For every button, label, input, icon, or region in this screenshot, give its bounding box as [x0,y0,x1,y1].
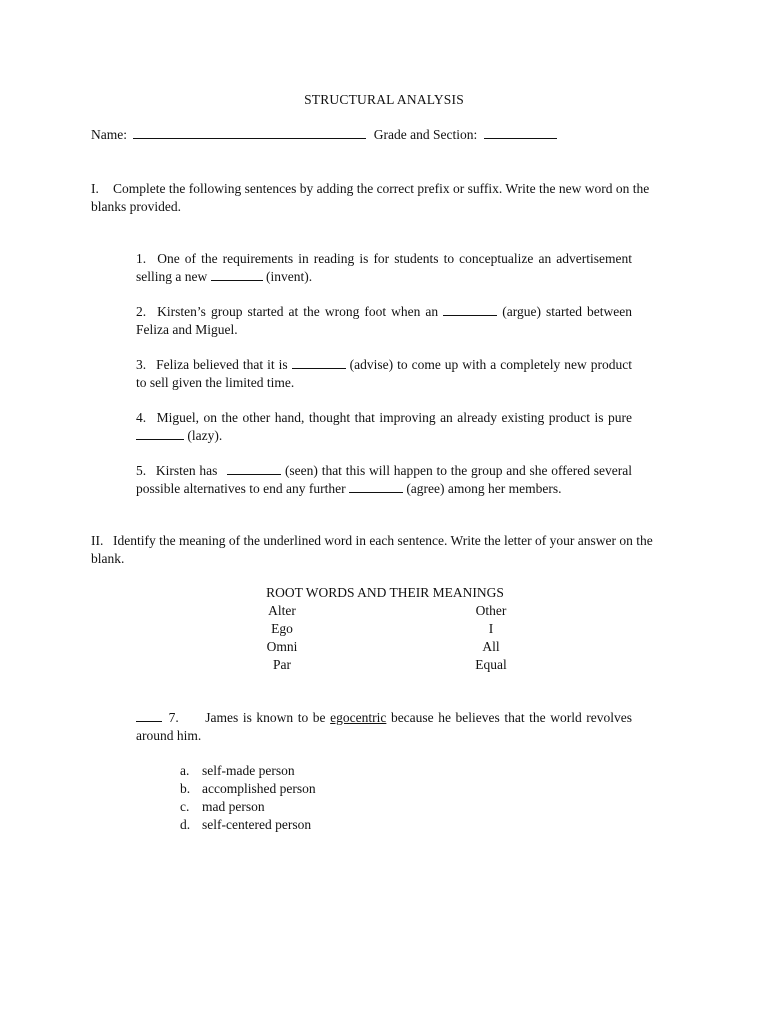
root-meaning: Equal [475,657,507,672]
root-words-table-title: ROOT WORDS AND THEIR MEANINGS [266,585,504,600]
option-letter: b. [180,781,191,796]
section-2-text: Identify the meaning of the underlined word in each sentence. Write the letter of your answer on the blank. [91,533,653,566]
option-d[interactable] [180,816,316,834]
page-title: STRUCTURAL ANALYSIS [304,92,464,107]
item-text: Miguel, on the other hand, thought that improving an already existing product is pure [156,410,633,425]
root-row [0,639,768,657]
root-meaning: Other [475,603,507,618]
option-text: self-made person [202,763,295,778]
answer-blank[interactable] [443,303,497,316]
grade-section-blank[interactable] [484,126,557,139]
root-meaning: I [488,621,494,636]
section-2-numeral: II. [91,533,104,548]
item-hint: (invent). [265,269,313,284]
name-blank[interactable] [133,126,366,139]
item-hint-2: (agree) [406,481,445,496]
answer-blank[interactable] [136,709,162,722]
question-item-2 [136,303,632,339]
question-item-5 [136,462,632,498]
root-row [0,657,768,675]
item-text-continued: started between Feliza and Miguel. [136,304,633,337]
option-letter: d. [180,817,191,832]
answer-options [180,762,316,834]
item-number: 7. [168,710,179,725]
question-item-4 [136,409,632,445]
item-hint: (advise) [349,357,394,372]
item-text-continued: to come up with a completely new product to sell given the limited time. [136,357,633,390]
answer-blank[interactable] [211,268,263,281]
item-text: Kirsten’s group started at the wrong foot when an [157,304,439,319]
item-hint: (argue) [502,304,541,319]
section-2-instruction [91,532,679,568]
item-text-continued: because he believes that the world revolves around him. [136,710,633,743]
option-text: accomplished person [202,781,316,796]
item-text: James is known to be [205,710,326,725]
item-hint: (seen) [284,463,318,478]
item-number: 1. [136,251,147,266]
answer-blank[interactable] [292,356,346,369]
option-letter: c. [180,799,190,814]
root-meaning: All [482,639,500,654]
underlined-word: egocentric [330,710,387,725]
section-1-numeral: I. [91,181,99,196]
root-word: Alter [268,603,296,618]
option-a[interactable] [180,762,316,780]
header-fields [91,126,557,143]
root-word: Par [273,657,291,672]
answer-blank[interactable] [136,427,184,440]
root-row [0,603,768,621]
item-hint: (lazy). [187,428,223,443]
answer-blank[interactable] [227,462,281,475]
question-item-3 [136,356,632,392]
name-label: Name: [91,127,127,142]
root-word: Omni [266,639,298,654]
item-text: Feliza believed that it is [156,357,288,372]
section-1-instruction [91,180,679,216]
root-word: Ego [271,621,293,636]
option-letter: a. [180,763,190,778]
option-text: mad person [202,799,265,814]
item-number: 2. [136,304,147,319]
question-item-1 [136,250,632,286]
question-item-7 [136,709,632,745]
item-text: One of the requirements in reading is for students to conceptualize an advertisement selling a new [136,251,632,284]
option-c[interactable] [180,798,316,816]
item-text-continued: that this will happen to the group and she offered several possible alternatives to end any further [136,463,632,496]
option-b[interactable] [180,780,316,798]
item-number: 3. [136,357,147,372]
answer-blank-2[interactable] [349,480,403,493]
grade-section-label: Grade and Section: [373,127,478,142]
item-text-end: among her members. [447,481,562,496]
item-number: 5. [136,463,147,478]
section-1-text: Complete the following sentences by adding the correct prefix or suffix. Write the new word on the blanks provided. [91,181,650,214]
option-text: self-centered person [202,817,312,832]
item-number: 4. [136,410,147,425]
root-row [0,621,768,639]
item-text: Kirsten has [155,463,218,478]
